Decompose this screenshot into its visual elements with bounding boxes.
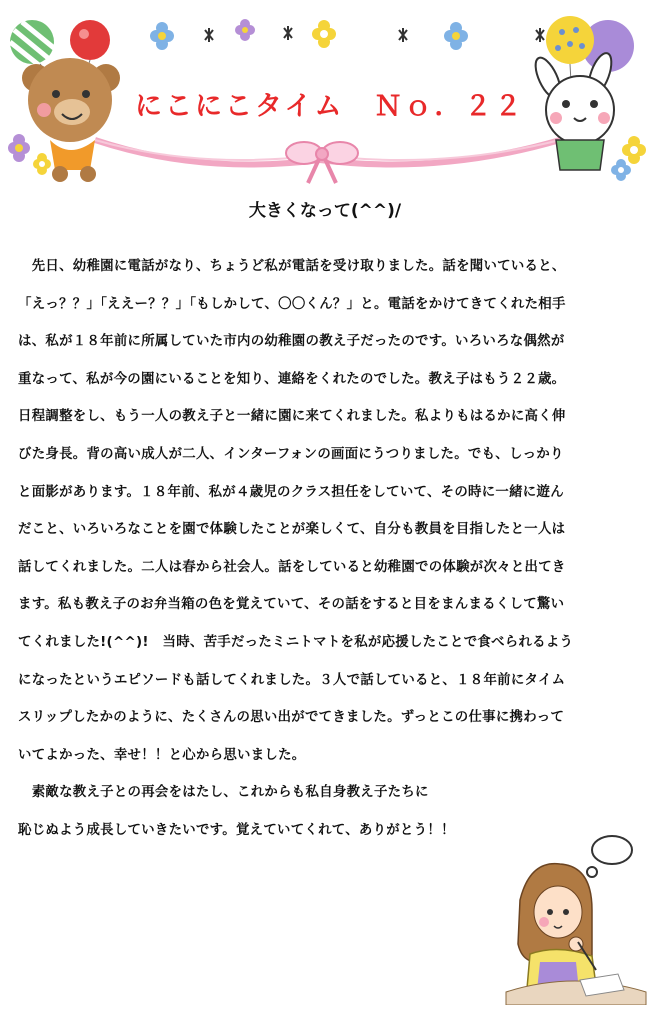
article-line: 話してくれました。二人は春から社会人。話をしていると幼稚園での体験が次々と出てき: [18, 559, 566, 575]
article-line: びた身長。背の高い成人が二人、インターフォンの画面にうつりました。でも、しっかり: [18, 446, 564, 462]
flower-icon: [8, 134, 30, 162]
article-line: 「えっ？？」「ええー？？」「もしかして、〇〇くん？」と。電話をかけてきてくれた相手: [18, 296, 566, 312]
article-line: は、私が１８年前に所属していた市内の幼稚園の教え子だったのです。いろいろな偶然が: [18, 334, 565, 350]
article-line: だこと、いろいろなことを園で体験したことが楽しくて、自分も教員を目指したと一人は: [18, 522, 566, 538]
article-heading: 大きくなって(^^)/: [248, 201, 402, 221]
sparkle-icon: [205, 26, 544, 42]
article-line: 素敵な教え子との再会をはたし、これからも私自身教え子たちに: [18, 785, 429, 801]
flower-icon: [33, 153, 51, 175]
flower-icon: [444, 22, 468, 50]
flower-icon: [312, 20, 336, 48]
article-line: スリップしたかのように、たくさんの思い出がでてきました。ずっとこの仕事に携わって: [18, 710, 565, 726]
flower-icon: [611, 159, 631, 181]
article-line: 重なって、私が今の園にいることを知り、連絡をくれたのでした。教え子はもう２２歳。: [18, 371, 566, 387]
article-line: 先日、幼稚園に電話がなり、ちょうど私が電話を受け取りました。話を聞いていると、: [18, 259, 566, 274]
article-line: いてよかった、幸せ！！と心から思いました。: [18, 747, 306, 763]
article-body: [18, 248, 638, 850]
header-illustration: [0, 0, 650, 190]
thinking-girl-illustration: [500, 820, 648, 1005]
newsletter-title: にこにこタイム Ｎｏ．２２: [135, 91, 525, 122]
article-line: ます。私も教え子のお弁当箱の色を覚えていて、その話をすると目をまんまるくして驚い: [18, 597, 565, 613]
flower-icon: [235, 19, 255, 41]
article-line: と面影があります。１８年前、私が４歳児のクラス担任をしていて、その時に一緒に遊ん: [18, 484, 564, 500]
flower-icon: [150, 22, 174, 50]
bunny-icon: [531, 50, 616, 170]
article-line: てくれました!(^^)! 当時、苦手だったミニトマトを私が応援したことで食べられるよう: [18, 634, 574, 650]
girl-icon: [500, 820, 648, 1005]
article-line: 日程調整をし、もう一人の教え子と一緒に園に来てくれました。私よりもはるかに高く伸: [18, 409, 566, 425]
article-line: 恥じぬよう成長していきたいです。覚えていてくれて、ありがとう！！: [18, 822, 455, 838]
flower-icon: [622, 136, 646, 164]
article-line: になったというエピソードも話してくれました。３人で話していると、１８年前にタイム: [18, 672, 566, 688]
